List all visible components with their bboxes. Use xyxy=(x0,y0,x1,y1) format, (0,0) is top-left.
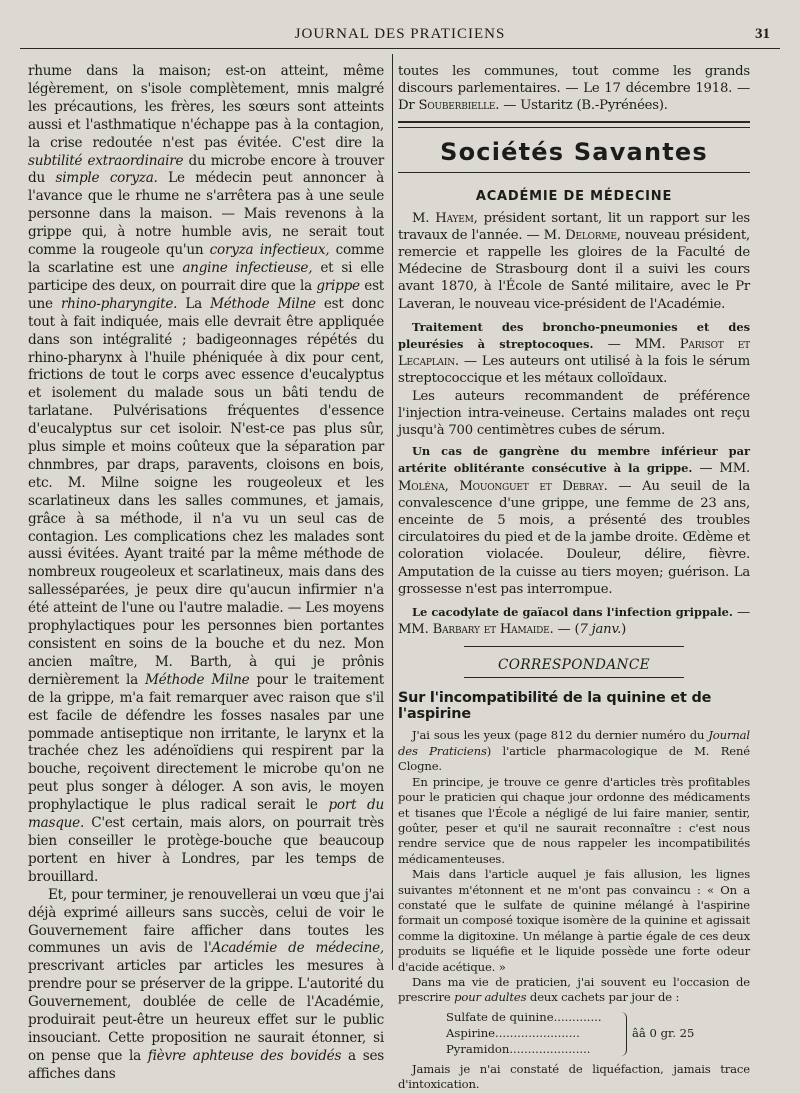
rx-dose: ââ 0 gr. 25 xyxy=(632,1025,695,1040)
letter-para-1: J'ai sous les yeux (page 812 du dernier numéro du Journal des Praticiens) l'article pharmacologique de M. René Clogne. xyxy=(398,728,751,774)
rx-line-1: Sulfate de quinine............. xyxy=(446,1009,602,1024)
right-column xyxy=(398,63,750,1093)
rx-brace xyxy=(620,1012,627,1056)
letter-para-5: Jamais je n'ai constaté de liquéfaction, jamais trace d'intoxication. xyxy=(398,1061,750,1092)
traitement-item: Traitement des broncho-pneumonies et des pleurésies à streptocoques. — MM. Parisot et Lecaplain. — Les auteurs ont utilisé à la fois le sérum streptococcique et les métaux colloïdaux. xyxy=(398,319,750,387)
letter-para-4: Dans ma vie de praticien, j'ai souvent eu l'occasion de prescrire pour adultes deux cachets par jour de : xyxy=(398,974,750,1005)
left-column xyxy=(28,63,384,1084)
letter-para-2: En principe, je trouve ce genre d'articles très profitables pour le praticien qui chaque jour ordonne des médicaments et tisanes que l'École a négligé de lui faire manier, sentir, goûter, peser et qu'il ne saurait reconnaître : c'est nous rendre service que de nous rappeler les incompatibilités médicamenteuses. xyxy=(398,774,750,866)
running-header xyxy=(20,22,780,49)
section-title: Sociétés Savantes xyxy=(440,137,708,166)
prescription xyxy=(398,1010,750,1060)
correspondance-rule-top xyxy=(464,646,684,647)
gangrene-item: Un cas de gangrène du membre inférieur par artérite oblitérante consécutive à la grippe. — MM. Moléna, Mouonguet et Debray. — Au seuil de la convalescence d'une grippe, une femme de 23 ans, enceinte de 5 mois, a présenté des troubles circulatoires du pied et de la jambe droite. Œdème et coloration violacée. Douleur, délire, fièvre. Amputation de la cuisse au tiers moyen; guérison. La grossesse n'est pas interrompue. xyxy=(398,444,750,597)
column-divider xyxy=(392,54,393,970)
article-end: toutes les communes, tout comme les grands discours parlementaires. — Le 17 décembre 1918. — Dr Souberbielle. — Ustaritz (B.-Pyrénées). xyxy=(398,64,750,114)
subsection-title: ACADÉMIE DE MÉDECINE xyxy=(475,188,673,204)
journal-title: JOURNAL DES PRATICIENS xyxy=(294,26,506,42)
cacodylate-item: Le cacodylate de gaïacol dans l'infection grippale. — MM. Barbary et Hamaide. — (7 janv.) xyxy=(398,605,751,638)
correspondance-rule-bottom xyxy=(464,677,684,678)
section-rule xyxy=(398,121,750,128)
academie-report: M. Hayem, président sortant, lit un rapport sur les travaux de l'année. — M. Delorme, nouveau président, remercie et rappelle les gloires de la Faculté de Médecine de Strasbourg dont il a suivi les cours avant 1870, à l'École de Santé militaire, avec le Pr Laveran, le nouveau vice-président de l'Académie. xyxy=(398,210,750,312)
rx-line-2: Aspirine....................... xyxy=(446,1025,580,1040)
section-rule-bottom xyxy=(398,172,750,173)
page-number: 31 xyxy=(755,26,770,42)
correspondance-heading: CORRESPONDANCE xyxy=(498,657,650,674)
grippe-article-para-2: Et, pour terminer, je renouvellerai un vœu que j'ai déjà exprimé ailleurs sans succès, celui de voir le Gouvernement faire afficher dans toutes les communes un avis de l'Académie de médecine, prescrivant articles par articles les mesures à prendre pour se préserver de la grippe. L'autorité du Gouvernement, doublée de celle de l'Académie, produirait peut-être un heureux effet sur le public insouciant. Cette proposition ne saurait étonner, si on pense que la fièvre aphteuse des bovidés a ses affiches dans xyxy=(28,886,384,1082)
grippe-article-para-1: rhume dans la maison; est-on atteint, même légèrement, on s'isole complètement, mnis malgré les précautions, les frères, les sœurs sont atteints aussi et l'asthmatique n'échappe pas à la contagion, la crise redoutée n'est pas évitée. C'est dire la subtilité extraordinaire du microbe encore à trouver du simple coryza. Le médecin peut annoncer à l'avance que le rhume ne s'arrêtera pas à une seule personne dans la maison. — Mais revenons à la grippe qui, à notre humble avis, ne serait tout comme la rougeole qu'un coryza infectieux, comme la scarlatine est une angine infectieuse, et si elle participe des deux, on pourrait dire que la grippe est une rhino-pharyngite. La Méthode Milne est donc tout à fait indiquée, mais elle devrait être appliquée dans son intégralité ; badigeonnages répétés du rhino-pharynx à l'huile phéniquée à dix pour cent, frictions de tout le corps avec essence d'eucalyptus et isolement du malade sous un bâti tendu de tarlatane. Pulvérisations fréquentes d'essence d'eucalyptus sur cet isoloir. N'est-ce pas plus sûr, plus simple et moins coûteux que la séparation par chnmbres, par draps, paravents, cloisons en bois, etc. M. Milne soigne les rougeoleux et les scarlatineux dans les salles communes, et jamais, grâce à sa méthode, il n'a vu un seul cas de contagion. Les complications chez les malades sont aussi évitées. Ayant traité par la même méthode de nombreux rougeoleux et scarlatineux, mais dans des sallesséparées, je peux dire qu'aucun infirmier n'a été atteint de l'une ou l'autre maladie. — Les moyens prophylactiques pour les personnes bien portantes consistent en soins de la bouche et du nez. Mon ancien maître, M. Barth, à qui je prônis dernièrement la Méthode Milne pour le traitement de la grippe, m'a fait remarquer avec raison que s'il est facile de défendre les fosses nasales par une pommade antiseptique non irritante, le larynx et la trachée chez les adénoïdiens qui respirent par la bouche, reçoivent directement le microbe qu'on ne peut plus songer à déloger. A son avis, le moyen prophylactique le plus radical serait le port du masque. C'est certain, mais alors, on pourrait très bien conseiller le protège-bouche que beaucoup portent en hiver à Londres, par les temps de brouillard. xyxy=(28,63,385,885)
rx-line-3: Pyramidon...................... xyxy=(446,1041,591,1056)
traitement-item-2: Les auteurs recommandent de préférence l'injection intra-veineuse. Certains malades ont reçu jusqu'à 700 centimètres cubes de sérum. xyxy=(398,388,750,439)
letter-title: Sur l'incompatibilité de la quinine et de l'aspirine xyxy=(398,690,712,723)
letter-para-3: Mais dans l'article auquel je fais allusion, les lignes suivantes m'étonnent et ne m'ont pas convaincu : « On a constaté que le sulfate de quinine mélangé à l'aspirine formait un composé toxique isomère de la quinine et agissait comme la digitoxine. Un mélange à partie égale de ces deux produits se liquéfie et le liquide possède une forte odeur d'acide acétique. » xyxy=(398,867,750,974)
